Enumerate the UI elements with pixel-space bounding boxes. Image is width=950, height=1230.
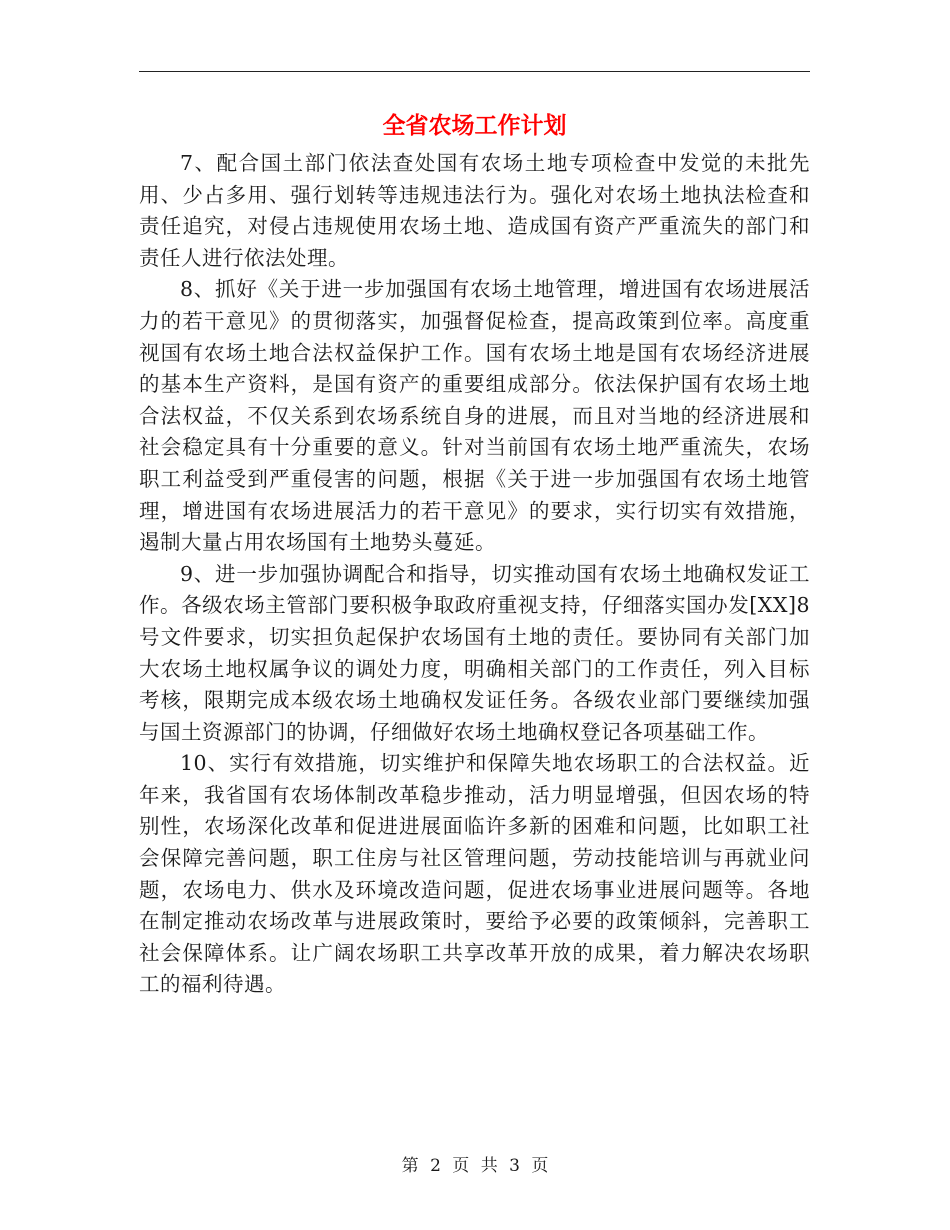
paragraph-8: 8、抓好《关于进一步加强国有农场土地管理，增进国有农场进展活力的若干意见》的贯彻落实，加强督促检查，提高政策到位率。高度重视国有农场土地合法权益保护工作。国有农场土地是国有农场经济进展的基本生产资料，是国有资产的重要组成部分。依法保护国有农场土地合法权益，不仅关系到农场系统自身的进展，而且对当地的经济进展和社会稳定具有十分重要的意义。针对当前国有农场土地严重流失，农场职工利益受到严重侵害的问题，根据《关于进一步加强国有农场土地管理，增进国有农场进展活力的若干意见》的要求，实行切实有效措施，遏制大量占用农场国有土地势头蔓延。 <box>139 277 810 555</box>
page-number-footer <box>0 1154 950 1178</box>
paragraph-9: 9、进一步加强协调配合和指导，切实推动国有农场土地确权发证工作。各级农场主管部门要积极争取政府重视支持，仔细落实国办发[XX]8号文件要求，切实担负起保护农场国有土地的责任。要协同有关部门加大农场土地权属争议的调处力度，明确相关部门的工作责任，列入目标考核，限期完成本级农场土地确权发证任务。各级农业部门要继续加强与国土资源部门的协调，仔细做好农场土地确权登记各项基础工作。 <box>139 561 810 744</box>
document-title: 全省农场工作计划 <box>382 112 567 139</box>
page-label-mid: 页 <box>452 1156 470 1176</box>
paragraph-10: 10、实行有效措施，切实维护和保障失地农场职工的合法权益。近年来，我省国有农场体制改革稳步推动，活力明显增强，但因农场的特别性，农场深化改革和促进进展面临许多新的困难和问题，比如职工社会保障完善问题，职工住房与社区管理问题，劳动技能培训与再就业问题，农场电力、供水及环境改造问题，促进农场事业进展问题等。各地在制定推动农场改革与进展政策时，要给予必要的政策倾斜，完善职工社会保障体系。让广阔农场职工共享改革开放的成果，着力解决农场职工的福利待遇。 <box>139 751 810 997</box>
document-body <box>139 148 810 1001</box>
header-rule <box>139 71 810 72</box>
page-label-suffix: 页 <box>531 1156 549 1176</box>
paragraph-7: 7、配合国土部门依法查处国有农场土地专项检查中发觉的未批先用、少占多用、强行划转等违规违法行为。强化对农场土地执法检查和责任追究，对侵占违规使用农场土地、造成国有资产严重流失的部门和责任人进行依法处理。 <box>139 151 810 270</box>
page-current: 2 <box>430 1156 441 1176</box>
page-label-prefix: 第 <box>401 1156 419 1176</box>
page-total-prefix: 共 <box>480 1156 498 1176</box>
page-total: 3 <box>509 1156 520 1176</box>
